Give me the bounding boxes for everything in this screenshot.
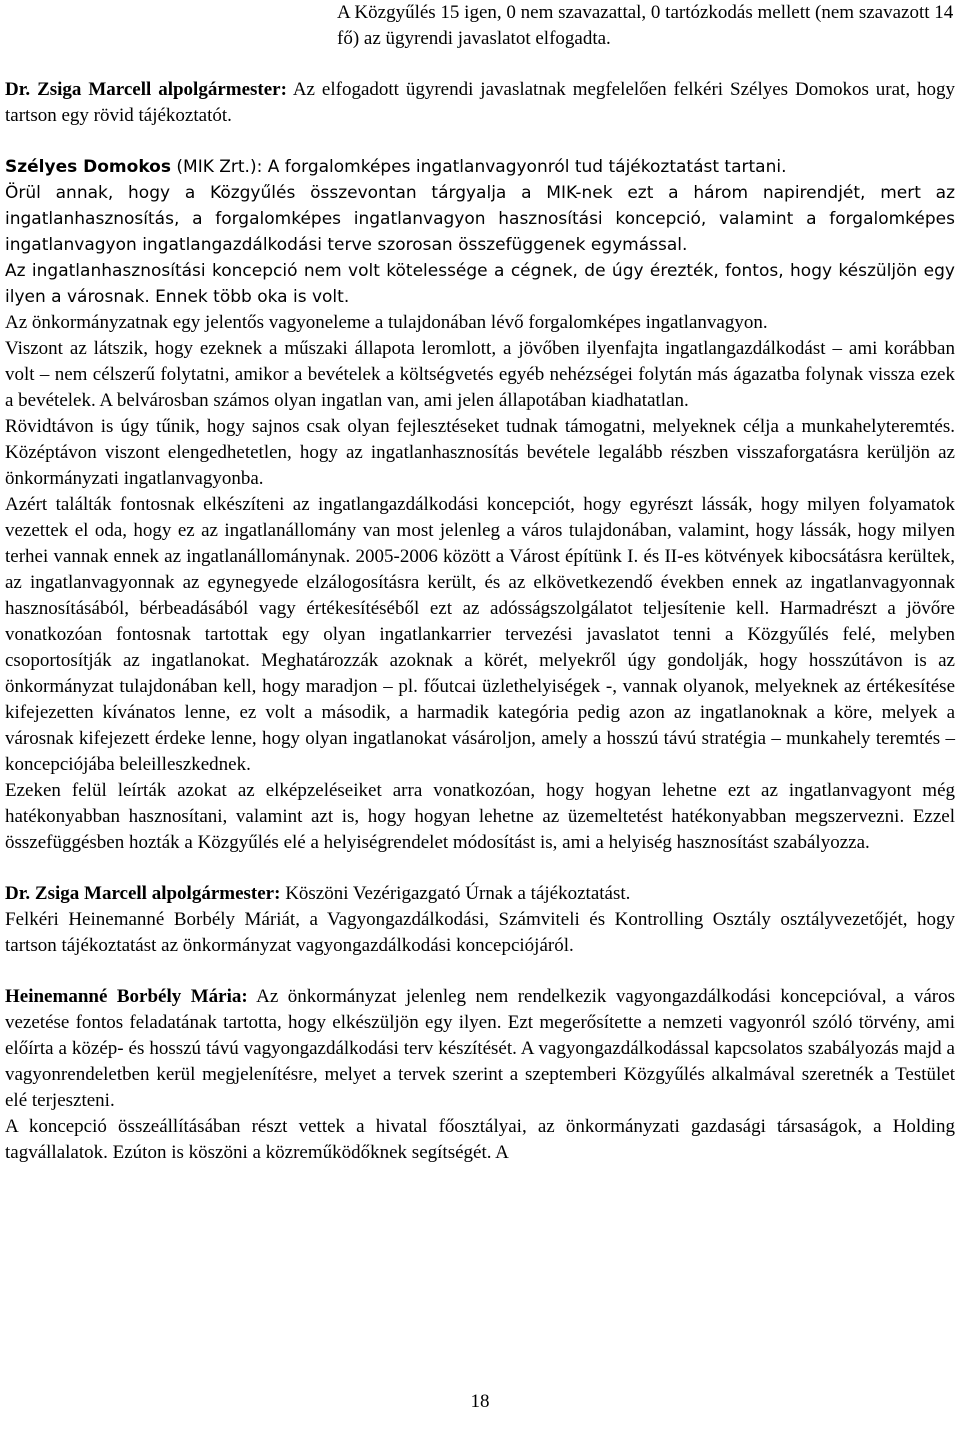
paragraph-heinemanne-1 [5,984,955,1114]
paragraph-zsiga-request [5,77,955,129]
paragraph-text: Az önkormányzat jelenleg nem rendelkezik vagyongazdálkodási koncepcióval, a város vezetése fontos feladatának tartotta, hogy elkészüljön egy ilyen. Ezt megerősítette a nemzeti vagyonról szóló törvény, ami előírta a közép- és hosszú távú vagyongazdálkodási terv készítését. A vagyongazdálkodással kapcsolatos szabályozás majd a vagyonrendeletben kerül megjelenítésre, melyet a tervek szerint a szeptemberi Közgyűlés alkalmával szeretnék a Testület elé terjeszteni. [5,986,955,1111]
speaker-name: Dr. Zsiga Marcell alpolgármester: [5,79,287,100]
paragraph-szelyes-5: Rövidtávon is úgy tűnik, hogy sajnos csak olyan fejlesztéseket tudnak támogatni, melyeknek célja a munkahelyteremtés. Középtávon viszont elengedhetetlen, hogy az ingatlanhasznosítás bevétele legalább részben visszaforgatásra kerüljön az önkormányzati ingatlanvagyonba. [5,416,955,489]
spacer [5,52,955,77]
paragraph-zsiga-invite: Felkéri Heinemanné Borbély Máriát, a Vagyongazdálkodási, Számviteli és Kontrolling Osztály osztályvezetőjét, hogy tartson tájékoztatást az önkormányzat vagyongazdálkodási koncepciójáról. [5,909,955,956]
spacer [5,129,955,154]
paragraph-text: (MIK Zrt.): A forgalomképes ingatlanvagyonról tud tájékoztatást tartani. [170,157,787,177]
vote-result-text: A Közgyűlés 15 igen, 0 nem szavazattal, 0 tartózkodás mellett (nem szavazott 14 fő) az ügyrendi javaslatot elfogadta. [337,2,954,49]
spacer [5,856,955,881]
paragraph-text: Az elfogadott ügyrendi javaslatnak megfelelően felkéri Szélyes Domokos urat, hogy tartson egy rövid tájékoztatót. [5,79,955,126]
paragraph-szelyes-3: Az önkormányzatnak egy jelentős vagyoneleme a tulajdonában lévő forgalomképes ingatlanvagyon. [5,312,768,333]
paragraph-szelyes-6: Azért találták fontosnak elkészíteni az ingatlangazdálkodási koncepciót, hogy egyrészt lássák, hogy milyen folyamatok vezettek el oda, hogy ez az ingatlanállomány van most jelenleg a város tulajdonában, valamint, hogy lássák, hogy milyen terhei vannak ennek az ingatlanállománynak. 2005-2006 között a Várost építünk I. és II-es kötvények kibocsátásra kerültek, az ingatlanvagyonnak az egynegyede elzálogosításra került, és az elkövetkezendő években ennek az ingatlanvagyonnak hasznosításából, bérbeadásából vagy értékesítéséből ezt az adósságszolgálatot teljesítenie kell. Harmadrészt a jövőre vonatkozóan fontosnak tartottak egy olyan ingatlankarrier tervezési javaslatot tenni a Közgyűlés felé, melyben csoportosítják az ingatlanokat. Meghatározzák azoknak a körét, melyekről úgy gondolják, hogy hosszútávon is az önkormányzat tulajdonában kell, hogy maradjon – pl. főutcai üzlethelyiségek -, vannak olyanok, melyeknek az értékesítése kifejezetten kívánatos lenne, ez volt a második, a harmadik kategória pedig azon az ingatlanoknak a köre, melyek a városnak kifejezett érdeke lenne, hogy olyan ingatlanokat vásároljon, amely a hosszú távú stratégia – munkahely teremtés – koncepciójába beleilleszkednek. [5,494,955,775]
spacer [5,959,955,984]
paragraph-szelyes-1: Örül annak, hogy a Közgyűlés összevontan tárgyalja a MIK-nek ezt a három napirendjét, mert az ingatlanhasznosítás, a forgalomképes ingatlanvagyon hasznosítási koncepció, valamint a forgalomképes ingatlanvagyon ingatlangazdálkodási terve szorosan összefüggenek egymással. [5,183,955,255]
speaker-name: Dr. Zsiga Marcell alpolgármester: [5,883,281,904]
paragraph-szelyes-4: Viszont az látszik, hogy ezeknek a műszaki állapota leromlott, a jövőben ilyenfajta ingatlangazdálkodást – ami korábban volt – nem célszerű folytatni, amikor a bevételek a költségvetés egyéb nehézségei folytán más ágazatba folynak vissza ezek a bevételek. A belvárosban számos olyan ingatlan van, ami jelen állapotában kiadhatatlan. [5,338,955,411]
paragraph-szelyes-2: Az ingatlanhasznosítási koncepció nem volt kötelessége a cégnek, de úgy érezték, fontos, hogy készüljön egy ilyen a városnak. Ennek több oka is volt. [5,261,955,307]
paragraph-heinemanne-2: A koncepció összeállításában részt vettek a hivatal főosztályai, az önkormányzati gazdasági társaságok, a Holding tagvállalatok. Ezúton is köszöni a közreműködőknek segítségét. A [5,1116,955,1163]
paragraph-zsiga-thanks [5,881,955,907]
page-number: 18 [470,1391,490,1412]
paragraph-szelyes-heading [5,154,955,180]
paragraph-szelyes-7: Ezeken felül leírták azokat az elképzeléseiket arra vonatkozóan, hogy hogyan lehetne ezt az ingatlanvagyont még hatékonyabban hasznosítani, valamint azt is, hogy hogyan lehetne az üzemeltetést hatékonyabban megszervezni. Ezzel összefüggésben hozták a Közgyűlés elé a helyiségrendelet módosítást is, ami a helyiség hasznosítást szabályozza. [5,780,955,853]
paragraph-text: Köszöni Vezérigazgató Úrnak a tájékoztatást. [280,883,631,904]
speaker-name: Szélyes Domokos [5,157,171,177]
document-body [5,0,955,1166]
speaker-name: Heinemanné Borbély Mária: [5,986,248,1007]
